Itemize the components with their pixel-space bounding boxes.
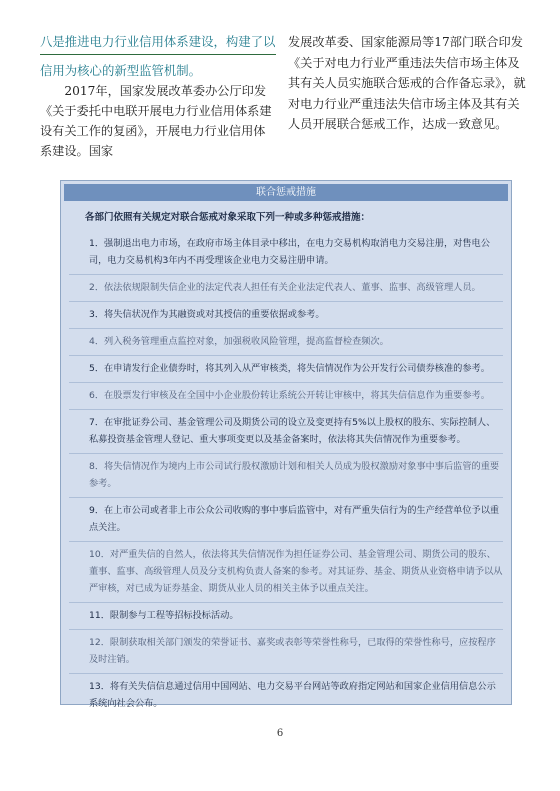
body-paragraph-left: 2017年，国家发展改革委办公厅印发《关于委托中电联开展电力行业信用体系建设有关工作的复函》，开展电力行业信用体系建设。国家 — [40, 84, 272, 158]
measure-text: 5．在申请发行企业债券时，将其列入从严审核类，将失信情况作为公开发行公司债券核准的参考。 — [89, 363, 490, 374]
measure-text: 6．在股票发行审核及在全国中小企业股份转让系统公开转让审核中，将其失信信息作为重要参考。 — [89, 390, 490, 401]
right-column — [288, 32, 526, 135]
measure-text: 11．限制参与工程等招标投标活动。 — [89, 610, 239, 621]
panel-intro: 各部门依照有关规定对联合惩戒对象采取下列一种或多种惩戒措施： — [85, 212, 371, 223]
measure-item — [69, 302, 503, 329]
highlight-heading-line-2: 信用为核心的新型监管机制。 — [40, 63, 202, 78]
measure-text: 13．将有关失信信息通过信用中国网站、电力交易平台网站等政府指定网站和国家企业信用信息公示系统向社会公布。 — [89, 681, 496, 709]
measure-text: 3．将失信状况作为其融资或对其授信的重要依据或参考。 — [89, 309, 325, 320]
measure-item — [69, 603, 503, 630]
panel-body — [61, 201, 511, 717]
measure-text: 12．限制获取相关部门颁发的荣誉证书、嘉奖或表彰等荣誉性称号，已取得的荣誉性称号，应按程序及时注销。 — [89, 637, 496, 665]
panel-title: 联合惩戒措施 — [64, 184, 508, 201]
left-column — [40, 32, 276, 161]
page-number: 6 — [276, 728, 284, 739]
measure-item — [69, 275, 503, 302]
measure-text: 4．列入税务管理重点监控对象，加强税收风险管理，提高监督检查频次。 — [89, 336, 389, 347]
measure-item — [69, 630, 503, 674]
measure-item — [69, 329, 503, 356]
measure-item — [69, 231, 503, 275]
measure-list — [69, 231, 503, 717]
measure-item — [69, 454, 503, 498]
divider-rule — [40, 54, 276, 55]
highlight-heading-line-1: 八是推进电力行业信用体系建设，构建了以 — [40, 34, 276, 49]
measure-item — [69, 383, 503, 410]
body-paragraph-right: 发展改革委、国家能源局等17部门联合印发《关于对电力行业严重违法失信市场主体及其有关人员实施联合惩戒的合作备忘录》，就对电力行业严重违法失信市场主体及其有关人员开展联合惩戒工作，达成一致意见。 — [288, 35, 526, 131]
measure-item — [69, 356, 503, 383]
measure-item — [69, 542, 503, 603]
measure-text: 1．强制退出电力市场，在政府市场主体目录中移出，在电力交易机构取消电力交易注册，对售电公司，电力交易机构3年内不再受理该企业电力交易注册申请。 — [89, 238, 490, 266]
measure-text: 8．将失信情况作为境内上市公司试行股权激励计划和相关人员成为股权激励对象事中事后监管的重要参考。 — [89, 461, 500, 489]
measures-panel — [60, 180, 512, 709]
measure-text: 9．在上市公司或者非上市公众公司收购的事中事后监管中，对有严重失信行为的生产经营单位予以重点关注。 — [89, 505, 500, 533]
measure-item — [69, 410, 503, 454]
measure-item — [69, 498, 503, 542]
measure-item — [69, 674, 503, 717]
measure-text: 10．对严重失信的自然人，依法将其失信情况作为担任证券公司、基金管理公司、期货公司的股东、董事、监事、高级管理人员及分支机构负责人备案的参考。对其证券、基金、期货从业资格申请予以从严审核，对已成为证券基金、期货从业人员的相关主体予以重点关注。 — [89, 549, 503, 594]
measure-text: 2．依法依规限制失信企业的法定代表人担任有关企业法定代表人、董事、监事、高级管理人员。 — [89, 282, 481, 293]
measure-text: 7．在审批证券公司、基金管理公司及期货公司的设立及变更持有5%以上股权的股东、实际控制人、私募投资基金管理人登记、重大事项变更以及基金备案时，依法将其失信情况作为重要参考。 — [89, 417, 496, 445]
